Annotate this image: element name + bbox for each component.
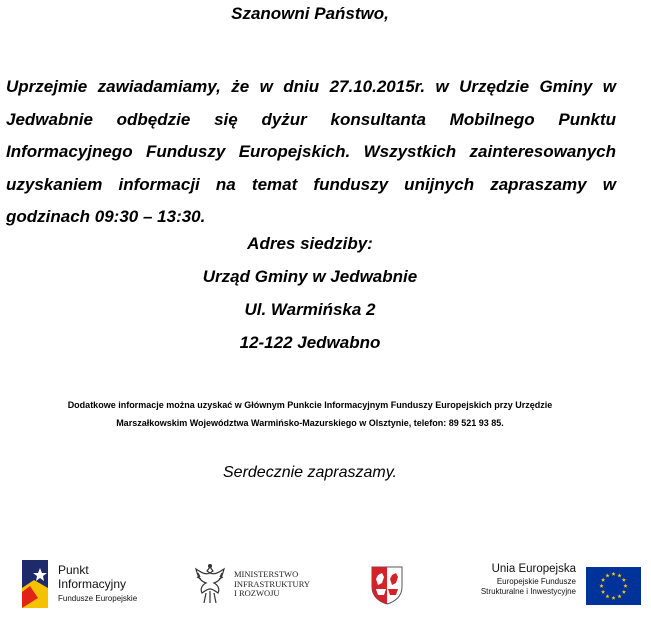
punkt-title-line-2: Informacyjny — [58, 577, 127, 591]
coat-of-arms-icon — [370, 565, 404, 605]
eu-funds-logo — [440, 555, 576, 611]
address-line-postal: 12-122 Jedwabno — [239, 333, 381, 352]
eu-line-1: Europejskie Fundusze — [496, 577, 576, 586]
eu-title: Unia Europejska — [491, 563, 576, 575]
eu-flag-icon — [586, 567, 641, 605]
warmia-mazury-coat-of-arms — [370, 565, 404, 605]
punkt-informacyjny-title — [58, 563, 126, 591]
logo-strip — [0, 555, 651, 615]
ministry-name: MINISTERSTWO INFRASTRUKTURY I ROZWOJU — [234, 569, 311, 598]
address-line-office: Urząd Gminy w Jedwabnie — [202, 267, 418, 286]
polish-eagle-icon — [192, 563, 228, 607]
punkt-informacyjny-subtitle: Fundusze Europejskie — [58, 594, 138, 603]
ministry-logo — [192, 555, 332, 611]
address-heading: Adres siedziby: — [247, 234, 373, 253]
punkt-informacyjny-emblem-icon — [20, 558, 50, 610]
address-line-street: Ul. Warmińska 2 — [244, 300, 376, 319]
punkt-title-line-1: Punkt — [58, 563, 89, 577]
additional-info-line-1: Dodatkowe informacje można uzyskać w Głównym Punkcie Informacyjnym Funduszy Europejskich przy Urzędzie — [67, 400, 553, 410]
additional-info-line-2: Marszałkowskim Województwa Warmińsko-Mazurskiego w Olsztynie, telefon: 89 521 93 85. — [116, 418, 504, 428]
eu-flag — [586, 567, 641, 605]
greeting: Szanowni Państwo, — [231, 4, 389, 23]
punkt-informacyjny-logo — [20, 555, 170, 611]
eu-line-2: Strukturalne i Inwestycyjne — [480, 586, 576, 596]
announcement-body — [6, 71, 616, 234]
closing-text: Serdecznie zapraszamy. — [223, 464, 397, 481]
eu-funds-text — [481, 563, 576, 596]
announcement-text: Uprzejmie zawiadamiamy, że w dniu 27.10.2015r. w Urzędzie Gminy w Jedwabnie odbędzie się dyżur konsultanta Mobilnego Punktu Informacyjnego Funduszy Europejskich. Wszystkich zainteresowanych uzyskaniem informacji na temat funduszy unijnych zapraszamy w godzinach 09:30 – 13:30. — [6, 77, 616, 226]
